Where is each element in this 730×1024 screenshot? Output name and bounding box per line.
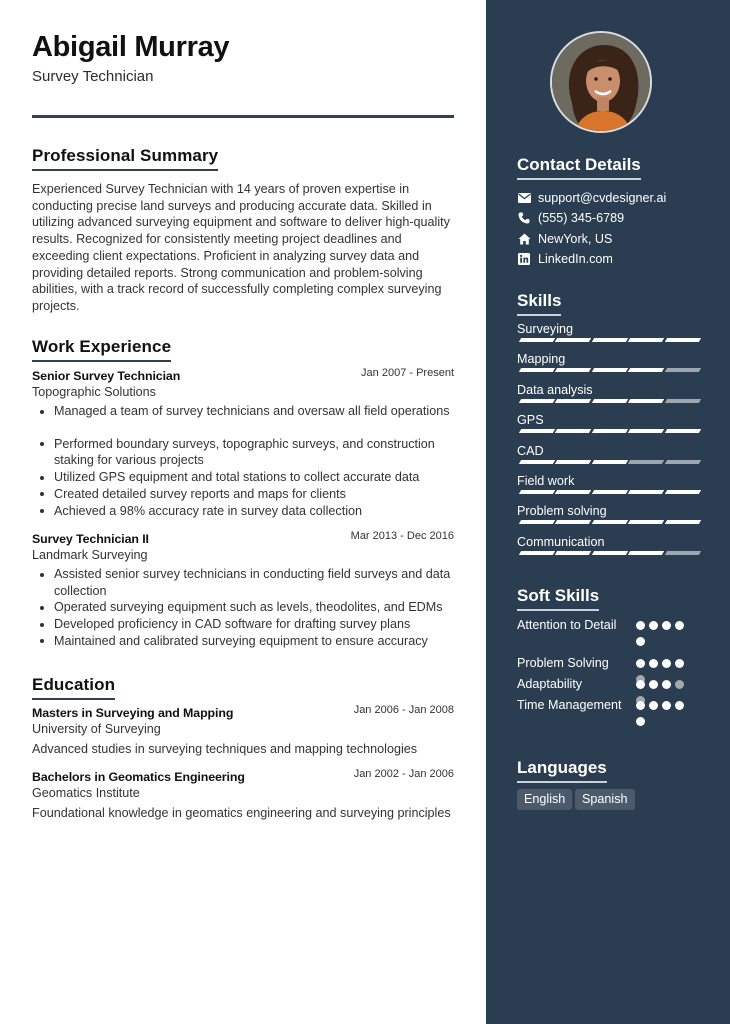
soft-skill-dot [662, 621, 671, 630]
skill-level-segment [664, 460, 700, 464]
avatar [550, 31, 652, 133]
list-item: Maintained and calibrated surveying equipment to ensure accuracy [32, 633, 454, 650]
education-heading: Education [32, 675, 115, 700]
linkedin-icon [517, 252, 531, 266]
skill-level-segment [555, 368, 591, 372]
skill-level-segment [519, 399, 555, 403]
skill-level-segment [664, 399, 700, 403]
skill-level-segment [519, 520, 555, 524]
skill-level-segment [664, 429, 700, 433]
contact-phone[interactable] [517, 209, 624, 227]
skill-level-segment [519, 460, 555, 464]
soft-skill-dot [675, 659, 684, 668]
skill-label: Communication [517, 534, 605, 549]
skill-level-bar [517, 490, 697, 494]
skill-level-segment [628, 520, 664, 524]
contact-linkedin[interactable] [517, 250, 613, 268]
skill-label: Data analysis [517, 382, 593, 397]
skill-level-segment [664, 551, 700, 555]
skill-label: Mapping [517, 352, 566, 367]
soft-skill-dot [662, 659, 671, 668]
job-bullets [32, 403, 454, 519]
skill-level-segment [519, 338, 555, 342]
skill-level-segment [592, 399, 628, 403]
home-icon [517, 232, 531, 246]
list-item: Utilized GPS equipment and total stations to collect accurate data [32, 469, 454, 486]
job-entry [32, 367, 454, 519]
skill-row [517, 383, 697, 403]
skill-level-segment [555, 338, 591, 342]
skill-row [517, 474, 697, 494]
education-dates: Jan 2006 - Jan 2008 [353, 704, 454, 716]
linkedin-text: LinkedIn.com [538, 252, 613, 266]
skill-level-segment [628, 551, 664, 555]
soft-skill-label: Problem Solving [517, 656, 609, 670]
skill-level-segment [592, 551, 628, 555]
skill-level-bar [517, 460, 697, 464]
skill-row [517, 413, 697, 433]
skill-label: CAD [517, 443, 544, 458]
language-tag: Spanish [575, 789, 635, 810]
skill-level-segment [628, 490, 664, 494]
education-description: Advanced studies in surveying techniques and mapping technologies [32, 742, 418, 756]
soft-skill-label: Adaptability [517, 677, 583, 691]
school-name: University of Surveying [32, 722, 161, 736]
soft-skill-dot [675, 680, 684, 689]
skill-row [517, 535, 697, 555]
soft-skill-label: Time Management [517, 698, 622, 712]
skill-level-bar [517, 551, 697, 555]
soft-skill-row [517, 617, 697, 634]
skill-level-segment [664, 368, 700, 372]
soft-skill-dot [649, 701, 658, 710]
soft-skill-dot [662, 680, 671, 689]
school-name: Geomatics Institute [32, 786, 140, 800]
education-dates: Jan 2002 - Jan 2006 [353, 768, 454, 780]
language-tag: English [517, 789, 572, 810]
list-item: Developed proficiency in CAD software for drafting survey plans [32, 616, 454, 633]
skill-level-segment [592, 368, 628, 372]
contact-location [517, 230, 612, 248]
email-text: support@cvdesigner.ai [538, 191, 667, 205]
experience-heading: Work Experience [32, 337, 171, 362]
skill-row [517, 322, 697, 342]
skill-level-segment [592, 490, 628, 494]
soft-skill-dot [662, 701, 671, 710]
job-company: Landmark Surveying [32, 548, 148, 562]
skill-level-segment [555, 551, 591, 555]
soft-skill-dot [649, 621, 658, 630]
skill-level-segment [664, 338, 700, 342]
skill-level-segment [555, 520, 591, 524]
location-text: NewYork, US [538, 232, 613, 246]
summary-heading: Professional Summary [32, 146, 218, 171]
soft-skill-dot [649, 680, 658, 689]
job-title: Senior Survey Technician [32, 369, 181, 383]
soft-skill-dot [649, 659, 658, 668]
job-entry [32, 530, 454, 650]
soft-skill-dot [675, 621, 684, 630]
phone-text: (555) 345-6789 [538, 211, 625, 225]
soft-skill-dot [636, 621, 645, 630]
soft-skill-dot [636, 717, 645, 726]
skill-level-segment [628, 460, 664, 464]
soft-skill-row [517, 697, 697, 714]
soft-skill-row [517, 676, 697, 693]
skill-level-bar [517, 338, 697, 342]
soft-skill-dot [636, 659, 645, 668]
sidebar [486, 0, 730, 1024]
skill-level-segment [628, 399, 664, 403]
list-item: Assisted senior survey technicians in conducting field surveys and data collection [32, 566, 454, 599]
job-bullets [32, 566, 454, 650]
contact-heading: Contact Details [517, 155, 641, 180]
job-title: Survey Technician II [32, 532, 149, 546]
languages-heading: Languages [517, 758, 607, 783]
skill-level-segment [555, 429, 591, 433]
skills-heading: Skills [517, 291, 561, 316]
avatar-portrait-icon [552, 33, 652, 133]
soft-skills-heading: Soft Skills [517, 586, 599, 611]
skill-level-bar [517, 429, 697, 433]
skill-row [517, 352, 697, 372]
list-item: Operated surveying equipment such as levels, theodolites, and EDMs [32, 599, 454, 616]
skill-label: Problem solving [517, 504, 607, 519]
skill-level-segment [519, 429, 555, 433]
skill-level-bar [517, 368, 697, 372]
skill-level-bar [517, 399, 697, 403]
list-item: Performed boundary surveys, topographic surveys, and construction staking for various projects [32, 436, 454, 469]
skill-level-segment [555, 399, 591, 403]
soft-skill-dot [636, 680, 645, 689]
list-item: Managed a team of survey technicians and oversaw all field operations [32, 403, 454, 420]
skill-level-segment [592, 460, 628, 464]
candidate-name: Abigail Murray [32, 31, 230, 63]
education-entry [32, 768, 454, 820]
degree-title: Masters in Surveying and Mapping [32, 706, 234, 720]
skill-level-segment [592, 429, 628, 433]
soft-skill-dot [675, 701, 684, 710]
soft-skill-label: Attention to Detail [517, 618, 617, 632]
soft-skill-row [517, 655, 697, 672]
skill-label: Field work [517, 474, 575, 488]
soft-skill-dot [636, 701, 645, 710]
envelope-icon [517, 191, 531, 205]
skill-level-segment [664, 520, 700, 524]
soft-skill-dot [636, 637, 645, 646]
skill-label: GPS [517, 413, 544, 428]
skill-level-segment [628, 429, 664, 433]
skill-level-segment [592, 338, 628, 342]
skill-level-segment [555, 460, 591, 464]
education-entry [32, 704, 454, 756]
skill-level-bar [517, 520, 697, 524]
list-item: Achieved a 98% accuracy rate in survey data collection [32, 503, 454, 520]
skill-label: Surveying [517, 322, 574, 336]
job-dates: Jan 2007 - Present [361, 367, 454, 379]
skill-level-segment [519, 551, 555, 555]
skill-level-segment [628, 368, 664, 372]
phone-icon [517, 211, 531, 225]
skill-level-segment [628, 338, 664, 342]
education-description: Foundational knowledge in geomatics engineering and surveying principles [32, 806, 451, 820]
job-company: Topographic Solutions [32, 385, 156, 399]
summary-text: Experienced Survey Technician with 14 years of proven expertise in conducting precise land surveys and producing accurate data. Skilled in utilizing advanced surveying equipment and software to deliver high-quality results. Recognized for consistently meeting project deadlines and exceeding client expectations. Proficient in analyzing survey data and providing detailed reports. Strong communication and problem-solving abilities, with a track record of successfully completing complex surveying projects. [32, 182, 450, 313]
degree-title: Bachelors in Geomatics Engineering [32, 770, 245, 784]
skill-row [517, 444, 697, 464]
skill-level-segment [519, 490, 555, 494]
skill-level-segment [555, 490, 591, 494]
header-divider [32, 115, 454, 118]
candidate-role: Survey Technician [32, 68, 154, 85]
skill-level-segment [519, 368, 555, 372]
skill-level-segment [592, 520, 628, 524]
skill-level-segment [664, 490, 700, 494]
list-item: Created detailed survey reports and maps for clients [32, 486, 454, 503]
contact-email[interactable] [517, 189, 666, 207]
job-dates: Mar 2013 - Dec 2016 [350, 530, 454, 542]
skill-row [517, 504, 697, 524]
